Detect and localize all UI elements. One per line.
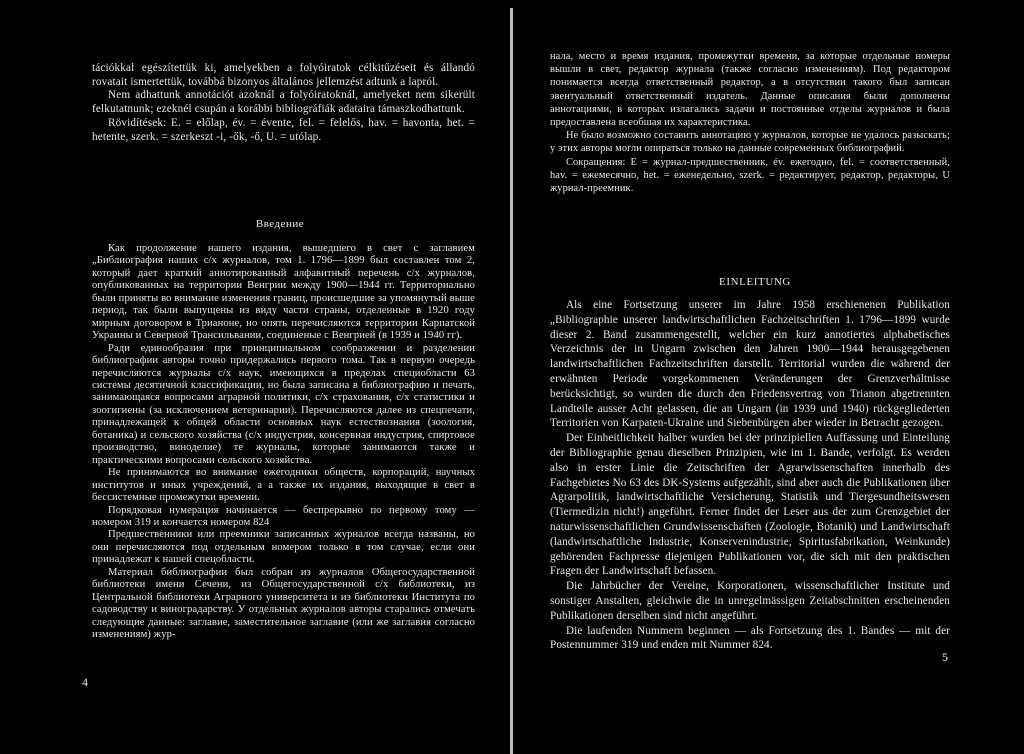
german-text-block — [550, 298, 950, 653]
german-paragraph: Die laufenden Nummern beginnen — als Fortsetzung des 1. Bandes — mit der Postennummer 319 und enden mit Nummer 824. — [550, 624, 950, 652]
hungarian-paragraph: tációkkal egészítettük ki, amelyekben a folyóiratok célkitűzéseit és állandó rovatait ismertettük, továbbá bizonyos általános jellemzést adtunk a lapról. — [92, 62, 475, 88]
russian-text-block-left — [92, 243, 475, 642]
hungarian-text-block — [92, 62, 475, 144]
german-paragraph: Der Einheitlichkeit halber wurden bei der prinzipiellen Auffassung und Einteilung der Bibliographie genau dieselben Prinzipien, wie im 1. Bande, verfolgt. Es werden also in erster Linie die Zeitschriften der Agrarwissenschaften innerhalb des Fachgebietes No 63 des DK-Systems aufgezählt, sind aber auch die Publikationen über Agrarpolitik, landwirtschaftliche Versicherung, Statistik und Tiergesundheitswesen (Tiermedizin nicht!) angeführt. Ferner findet der Leser aus der zum Grenzgebiet der naturwissenschaftlichen Grundwissenschaften (Zoologie, Botanik) und Landwirtschaft (landwirtschaftliche Industrie, Konservenindustrie, Spiritusfabrikation, Weinkunde) gehörenden Fachpresse diejenigen Publikationen vor, die sich mit den praktischen Fragen der Landwirtschaft befassen. — [550, 432, 950, 578]
russian-text-block-right — [550, 50, 950, 195]
russian-paragraph: Не принимаются во внимание ежегодники обществ, корпораций, научных институтов и иных учреждений, а а также их издания, выходящие в свет в бессистемные промежутки времени. — [92, 467, 475, 504]
russian-paragraph: Порядковая нумерация начинается — беспрерывно по первому тому — номером 319 и кончается номером 824 — [92, 504, 475, 528]
page-number-left: 4 — [82, 675, 88, 689]
russian-introduction-heading: Введение — [255, 218, 305, 230]
german-introduction-heading: EINLEITUNG — [719, 276, 791, 288]
german-paragraph: Die Jahrbücher der Vereine, Korporationen, wissenschaftlicher Institute und sonstiger Anstalten, gleichwie die in unregelmässigen Zeitabschnitten erscheinenden Publikationen derselben sind nicht angeführt. — [550, 580, 950, 622]
russian-paragraph: Материал библиографии был собран из журналов Общегосударственной библиотеки имени Сечени, из Общегосударственной с/х библиотеки, из Центральной библиотеки Аграрного университета и из библиотеки Института по садоводству и виноградарству. У отдельных журналов авторы старались отмечать следующие данные: заглавие, заместительное заглавие (или же заглавия согласно изменениям) жур- — [92, 566, 475, 641]
russian-paragraph: Сокращения: E = журнал-предшественник, év. ежегодно, fel. = соответственный, hav. = ежемесячно, het. = еженедельно, szerk. = редактирует, редактор, редакторы, U журнал-преемник. — [550, 156, 950, 195]
russian-paragraph: Не было возможно составить аннотацию у журналов, которые не удалось разыскать; у этих авторы могли опираться только на данные современных библиографий. — [550, 130, 950, 155]
german-paragraph: Als eine Fortsetzung unserer im Jahre 1958 erschienenen Publikation „Bibliographie unserer landwirtschaftlichen Fachzeitschriften 1. 1796—1899 wurde dieser 2. Band zusammengestellt, welcher ein kurz annotiertes alphabetisches Verzeichnis der in Ungarn zwischen den Jahren 1900—1944 herausgegebenen landwirtschaftlichen Fachzeitschriften darstellt. Territorial wurden die während der erwähnten Periode vorgekommenen Veränderungen der Grenzverhältnisse berücksichtigt, so wurden die durch den Friedensvertrag von Trianon abgetrennten Landteile ausser Acht gelassen, die an Ungarn (in 1939 und 1940) rückgegliederten Territorien von Karpaten-Ukraine und Siebenbürgen aber wieder in Betracht gezogen. — [550, 299, 950, 430]
hungarian-paragraph: Rövidítések: E. = előlap, év. = évente, fel. = felelős, hav. = havonta, het. = hetente, szerk. = szerkeszt -i, -ők, -ő, U. = utólap. — [92, 116, 475, 143]
hungarian-paragraph: Nem adhattunk annotációt azoknál a folyóiratoknál, amelyeket nem sikerült felkutatnunk; ezeknél csupán a korábbi bibliográfiák adataira támaszkodhattunk. — [92, 89, 475, 116]
russian-paragraph: Ради единообразия при принципиальном сообразжении и разделении библиографии авторы точно придержались первого тома. Так в первую очередь перечисляются журналы с/х наук, имеющихся в пределах специобласти 63 системы десятичной классификации, но была записана в библиографию и печать, занимающаяся вопросами аграрной политики, с/х страхования, с/х статистики и зоогигиены (за исключением ветеринарии). Перечисляются далее из спецпечати, принадлежащей к общей области основных наук естествознания (зоология, ботаника) и сельского хозяйства (с/х индустрия, консервная индустрия, спиртовое производство, виноделие) те журналы, которые занимаются также и практическими вопросами сельского хозяйства. — [92, 342, 475, 466]
russian-paragraph: нала, место и время издания, промежутки времени, за которые отдельные номеры вышли в свет, редактор журнала (также согласно изменениям). Под редактором понимается всегда ответственный редактор, а в отсутствии такого был записан эвентуальный ответственный издатель. Данные описания были дополнены аннотациями, в которых излагались задачи и постоянные отделы журналов и была предоставлена всеобшая их характеристика. — [550, 51, 950, 129]
russian-paragraph: Как продолжение нашего издания, вышедшего в свет с заглавием „Библиография наших с/х журналов, том 1. 1796—1899 был составлен том 2, который дает краткий аннотированный алфавитный перечень с/х журналов, опубликованных на территории Венгрии между 1900—1944 гг. Территориально были приняты во внимание изменения границ, происшедшие за упомянутый выше период, так были выпущены из виду части страны, отделенные в 1920 году мирным договором в Трианоне, но опять перечисляются территории Карпатской Украины и Северной Трансильвании, соединеные с Венгрией (в 1939 и 1940 гг). — [92, 243, 475, 342]
page-number-right: 5 — [942, 650, 948, 664]
russian-paragraph: Предшественники или преемники записанных журналов всегда названы, но они перечисляются под отдельным номером только в том случае, если они принадлежат к нашей спецобласти. — [92, 529, 475, 566]
